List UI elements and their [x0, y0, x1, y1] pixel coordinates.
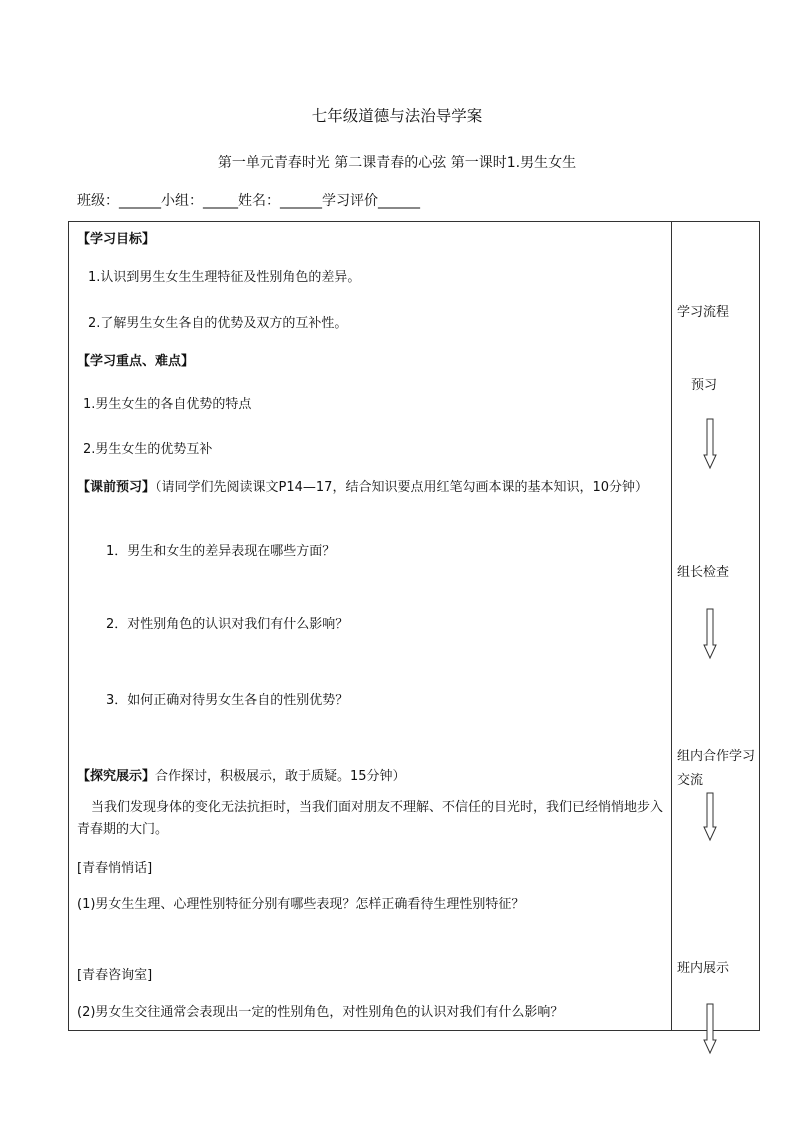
lesson-subtitle: 第一单元青春时光 第二课青春的心弦 第一课时1.男生女生 [217, 155, 577, 171]
down-arrow-icon [703, 1004, 717, 1054]
explore-heading: 【探究展示】 [77, 769, 156, 784]
preview-question: 1．男生和女生的差异表现在哪些方面？ [106, 544, 336, 559]
key-points-heading: 【学习重点、难点】 [77, 354, 195, 369]
flow-step-group: 组内合作学习交流 [677, 749, 756, 788]
preview-instructions: （请同学们先阅读课文P14—17，结合知识要点用红笔勾画本课的基本知识，10分钟） [155, 480, 648, 495]
preview-question: 2．对性别角色的认识对我们有什么影响？ [106, 617, 349, 632]
flow-title: 学习流程 [677, 305, 730, 320]
down-arrow-icon [703, 793, 717, 841]
key-point-item: 2.男生女生的优势互补 [83, 442, 213, 457]
explore-instructions: 合作探讨，积极展示，敢于质疑。15分钟） [155, 769, 406, 784]
section-label: [青春咨询室] [77, 968, 153, 983]
column-divider [671, 221, 672, 1031]
flow-step-check: 组长检查 [677, 565, 730, 580]
goals-heading: 【学习目标】 [77, 232, 156, 247]
goal-item: 2.了解男生女生各自的优势及双方的互补性。 [88, 316, 348, 331]
goal-item: 1.认识到男生女生生理特征及性别角色的差异。 [88, 270, 361, 285]
explore-paragraph: 当我们发现身体的变化无法抗拒时，当我们面对朋友不理解、不信任的目光时，我们已经悄悄地步入青春期的大门。 [77, 800, 664, 837]
preview-heading: 【课前预习】 [77, 480, 156, 495]
key-point-item: 1.男生女生的各自优势的特点 [83, 397, 252, 412]
preview-question: 3．如何正确对待男女生各自的性别优势？ [106, 693, 349, 708]
down-arrow-icon [703, 609, 717, 659]
section-question: (1)男女生生理、心理性别特征分别有哪些表现？怎样正确看待生理性别特征？ [77, 897, 525, 912]
preview-block [77, 477, 667, 499]
explore-block [77, 765, 406, 784]
section-question: (2)男女生交往通常会表现出一定的性别角色，对性别角色的认识对我们有什么影响？ [77, 1005, 564, 1020]
flow-step-preview: 预习 [691, 378, 718, 393]
flow-step-class: 班内展示 [677, 961, 730, 976]
student-info-line: 班级：______小组：_____姓名：______学习评价______ [77, 193, 420, 209]
down-arrow-icon [703, 419, 717, 469]
section-label: [青春悄悄话] [77, 861, 153, 876]
page-title: 七年级道德与法治导学案 [311, 107, 483, 125]
